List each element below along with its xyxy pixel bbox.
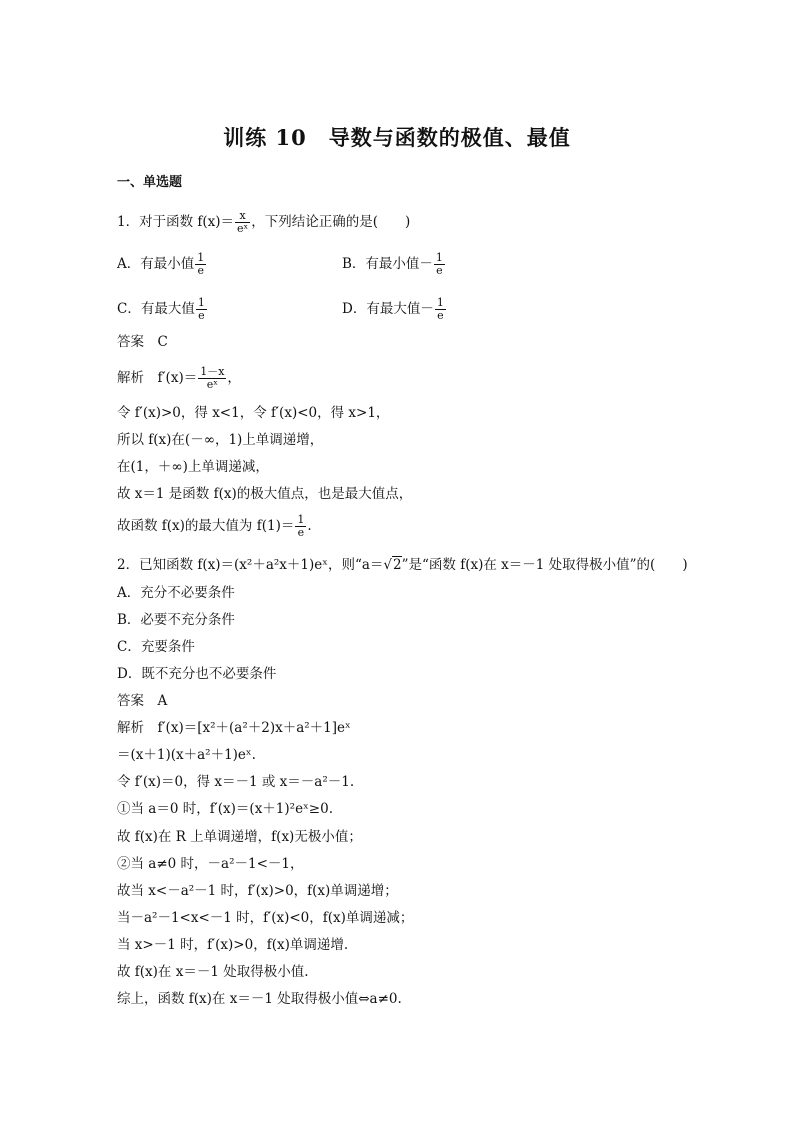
q2-stem-sqrt: 2 [393, 557, 402, 573]
q1-option-c-fraction [196, 297, 207, 322]
q2-solution-line: 综上，函数 f(x)在 x＝－1 处取得极小值⇔a≠0. [117, 991, 402, 1007]
q2-stem-prefix: 2．已知函数 f(x)＝(x²＋a²x＋1)eˣ，则“a＝ [117, 557, 384, 573]
q1-option-b-label: B．有最小值－ [342, 256, 433, 272]
q1-option-d-label: D．有最大值－ [342, 301, 434, 317]
q2-solution-line: ＝(x＋1)(x＋a²＋1)eˣ. [117, 747, 256, 763]
q1-stem-frac-den: eˣ [237, 222, 249, 235]
section-heading: 一、单选题 [117, 175, 183, 190]
q1-option-a-fraction [195, 252, 206, 277]
q2-solution-line: 解析 f′(x)＝[x²＋(a²＋2)x＋a²＋1]eˣ [117, 720, 351, 736]
q1-option-c [117, 297, 208, 322]
q1-line6-prefix: 故函数 f(x)的最大值为 f(1)＝ [117, 518, 295, 534]
q1-line6-suffix: . [307, 518, 312, 534]
frac-den: e [437, 309, 444, 322]
q1-option-a [117, 252, 207, 277]
q1-solution-line-1 [117, 366, 241, 391]
q1-option-a-label: A．有最小值 [117, 256, 195, 272]
page-title: 训练 10 导数与函数的极值、最值 [223, 125, 571, 150]
q2-solution-line: 故 f(x)在 x＝－1 处取得极小值. [117, 964, 309, 980]
q1-answer: 答案 C [117, 334, 168, 350]
frac-num: 1 [435, 251, 443, 264]
q1-stem-fraction [235, 210, 250, 235]
frac-num: 1 [197, 296, 205, 309]
frac-num: 1 [297, 513, 305, 526]
q1-option-b-fraction [434, 252, 445, 277]
frac-den: e [198, 309, 205, 322]
q2-option-c: C．充要条件 [117, 639, 195, 655]
q2-solution-line: 故当 x<－a²－1 时，f′(x)>0，f(x)单调递增； [117, 883, 398, 899]
q1-sol-suffix: ， [227, 370, 241, 386]
frac-den: e [197, 264, 204, 277]
q1-solution-line-5: 故 x＝1 是函数 f(x)的极大值点，也是最大值点， [117, 486, 413, 502]
q1-sol-frac-den: eˣ [206, 378, 218, 391]
q1-option-d-fraction [435, 297, 446, 322]
q2-solution-line: 令 f′(x)＝0，得 x＝－1 或 x＝－a²－1. [117, 774, 355, 790]
q1-stem [117, 210, 410, 235]
q1-sol-fraction [198, 366, 226, 391]
q2-stem [117, 556, 688, 574]
q1-solution-line-2: 令 f′(x)>0，得 x<1，令 f′(x)<0，得 x>1， [117, 405, 390, 421]
frac-den: e [297, 526, 305, 539]
q2-solution-line: ①当 a＝0 时，f′(x)＝(x＋1)²eˣ≥0. [117, 801, 333, 817]
sqrt-icon: √ [383, 557, 393, 573]
q1-stem-suffix: ，下列结论正确的是( ) [251, 214, 411, 230]
q1-stem-frac-num: x [235, 210, 250, 223]
q2-option-d: D．既不充分也不必要条件 [117, 666, 277, 682]
frac-num: 1 [197, 251, 205, 264]
q2-solution-line: ②当 a≠0 时，－a²－1<－1， [117, 856, 304, 872]
q2-option-b: B．必要不充分条件 [117, 612, 235, 628]
q2-solution-line: 故 f(x)在 R 上单调递增，f(x)无极小值； [117, 829, 362, 845]
q1-sol-frac-num: 1－x [200, 365, 225, 378]
q1-solution-line-4: 在(1，＋∞)上单调递减， [117, 459, 269, 475]
q2-solution-line: 当－a²－1<x<－1 时，f′(x)<0，f(x)单调递减； [117, 910, 414, 926]
q1-stem-prefix: 1．对于函数 f(x)＝ [117, 214, 235, 230]
q2-solution-line: 当 x>－1 时，f′(x)>0，f(x)单调递增. [117, 937, 349, 953]
frac-num: 1 [436, 296, 444, 309]
q1-option-d [342, 297, 447, 322]
q1-solution-line-3: 所以 f(x)在(－∞，1)上单调递增， [117, 432, 324, 448]
q2-answer: 答案 A [117, 693, 168, 709]
q2-option-a: A．充分不必要条件 [117, 585, 235, 601]
frac-den: e [436, 264, 443, 277]
q1-line6-fraction [295, 514, 306, 539]
q1-sol-prefix: 解析 f′(x)＝ [117, 370, 198, 386]
q1-option-b [342, 252, 446, 277]
q1-solution-line-6 [117, 514, 312, 539]
q1-option-c-label: C．有最大值 [117, 301, 195, 317]
q2-stem-suffix: ”是“函数 f(x)在 x＝－1 处取得极小值”的( ) [401, 557, 688, 573]
